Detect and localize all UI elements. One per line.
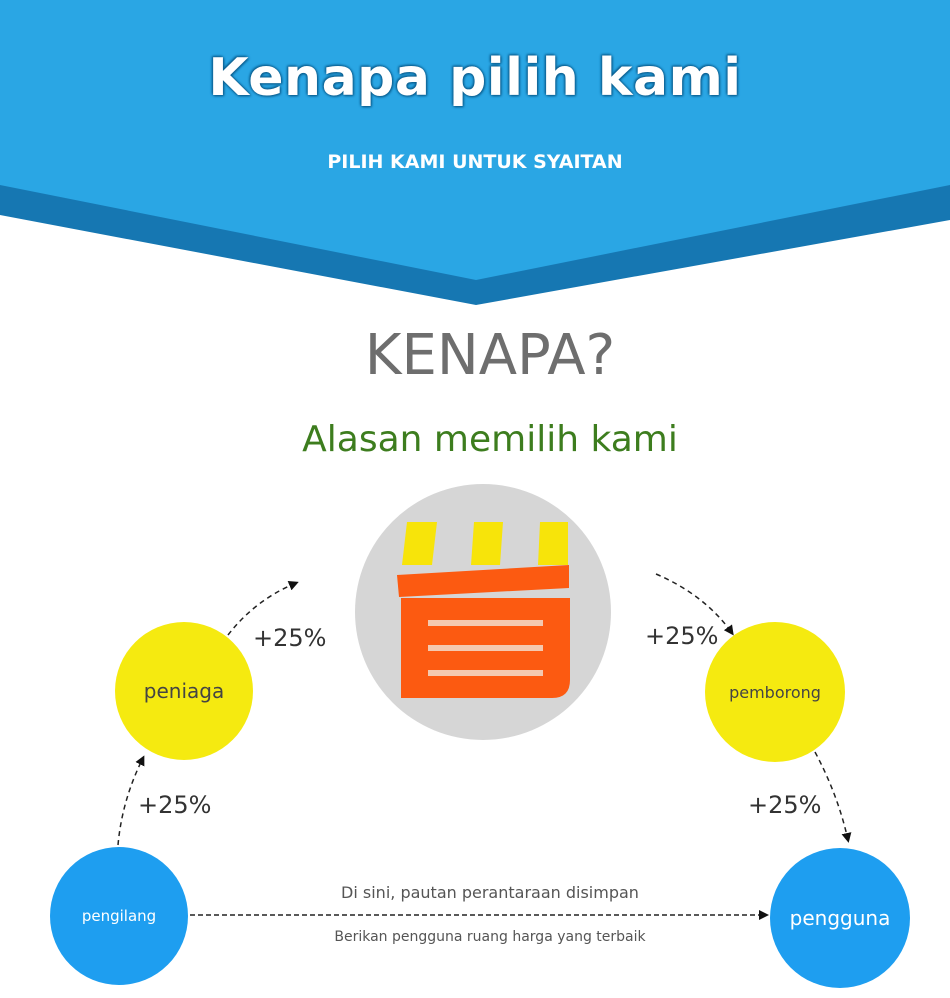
node-pemborong — [705, 622, 845, 762]
section-subheading: Alasan memilih kami — [302, 419, 678, 460]
banner-subtitle: PILIH KAMI UNTUK SYAITAN — [327, 151, 623, 173]
node-pengilang-label: pengilang — [81, 907, 157, 925]
edge-label-center-to-pemborong: +25% — [645, 622, 719, 650]
node-pengilang — [50, 847, 188, 985]
node-pengguna — [770, 848, 910, 988]
bottom-caption-top: Di sini, pautan perantaraan disimpan — [341, 883, 639, 902]
edge-label-pemborong-to-pengguna: +25% — [748, 791, 822, 819]
edge-label-peniaga-to-center: +25% — [253, 624, 327, 652]
edge-label-pengilang-to-peniaga: +25% — [138, 791, 212, 819]
node-pengguna-label: pengguna — [789, 906, 891, 930]
banner-title: Kenapa pilih kami — [208, 48, 742, 108]
section-heading: KENAPA? — [364, 323, 616, 388]
node-pemborong-label: pemborong — [729, 682, 821, 702]
bottom-caption-bottom: Berikan pengguna ruang harga yang terbaik — [334, 929, 646, 945]
node-peniaga — [115, 622, 253, 760]
node-peniaga-label: peniaga — [143, 679, 225, 703]
clapperboard-icon — [355, 484, 611, 740]
